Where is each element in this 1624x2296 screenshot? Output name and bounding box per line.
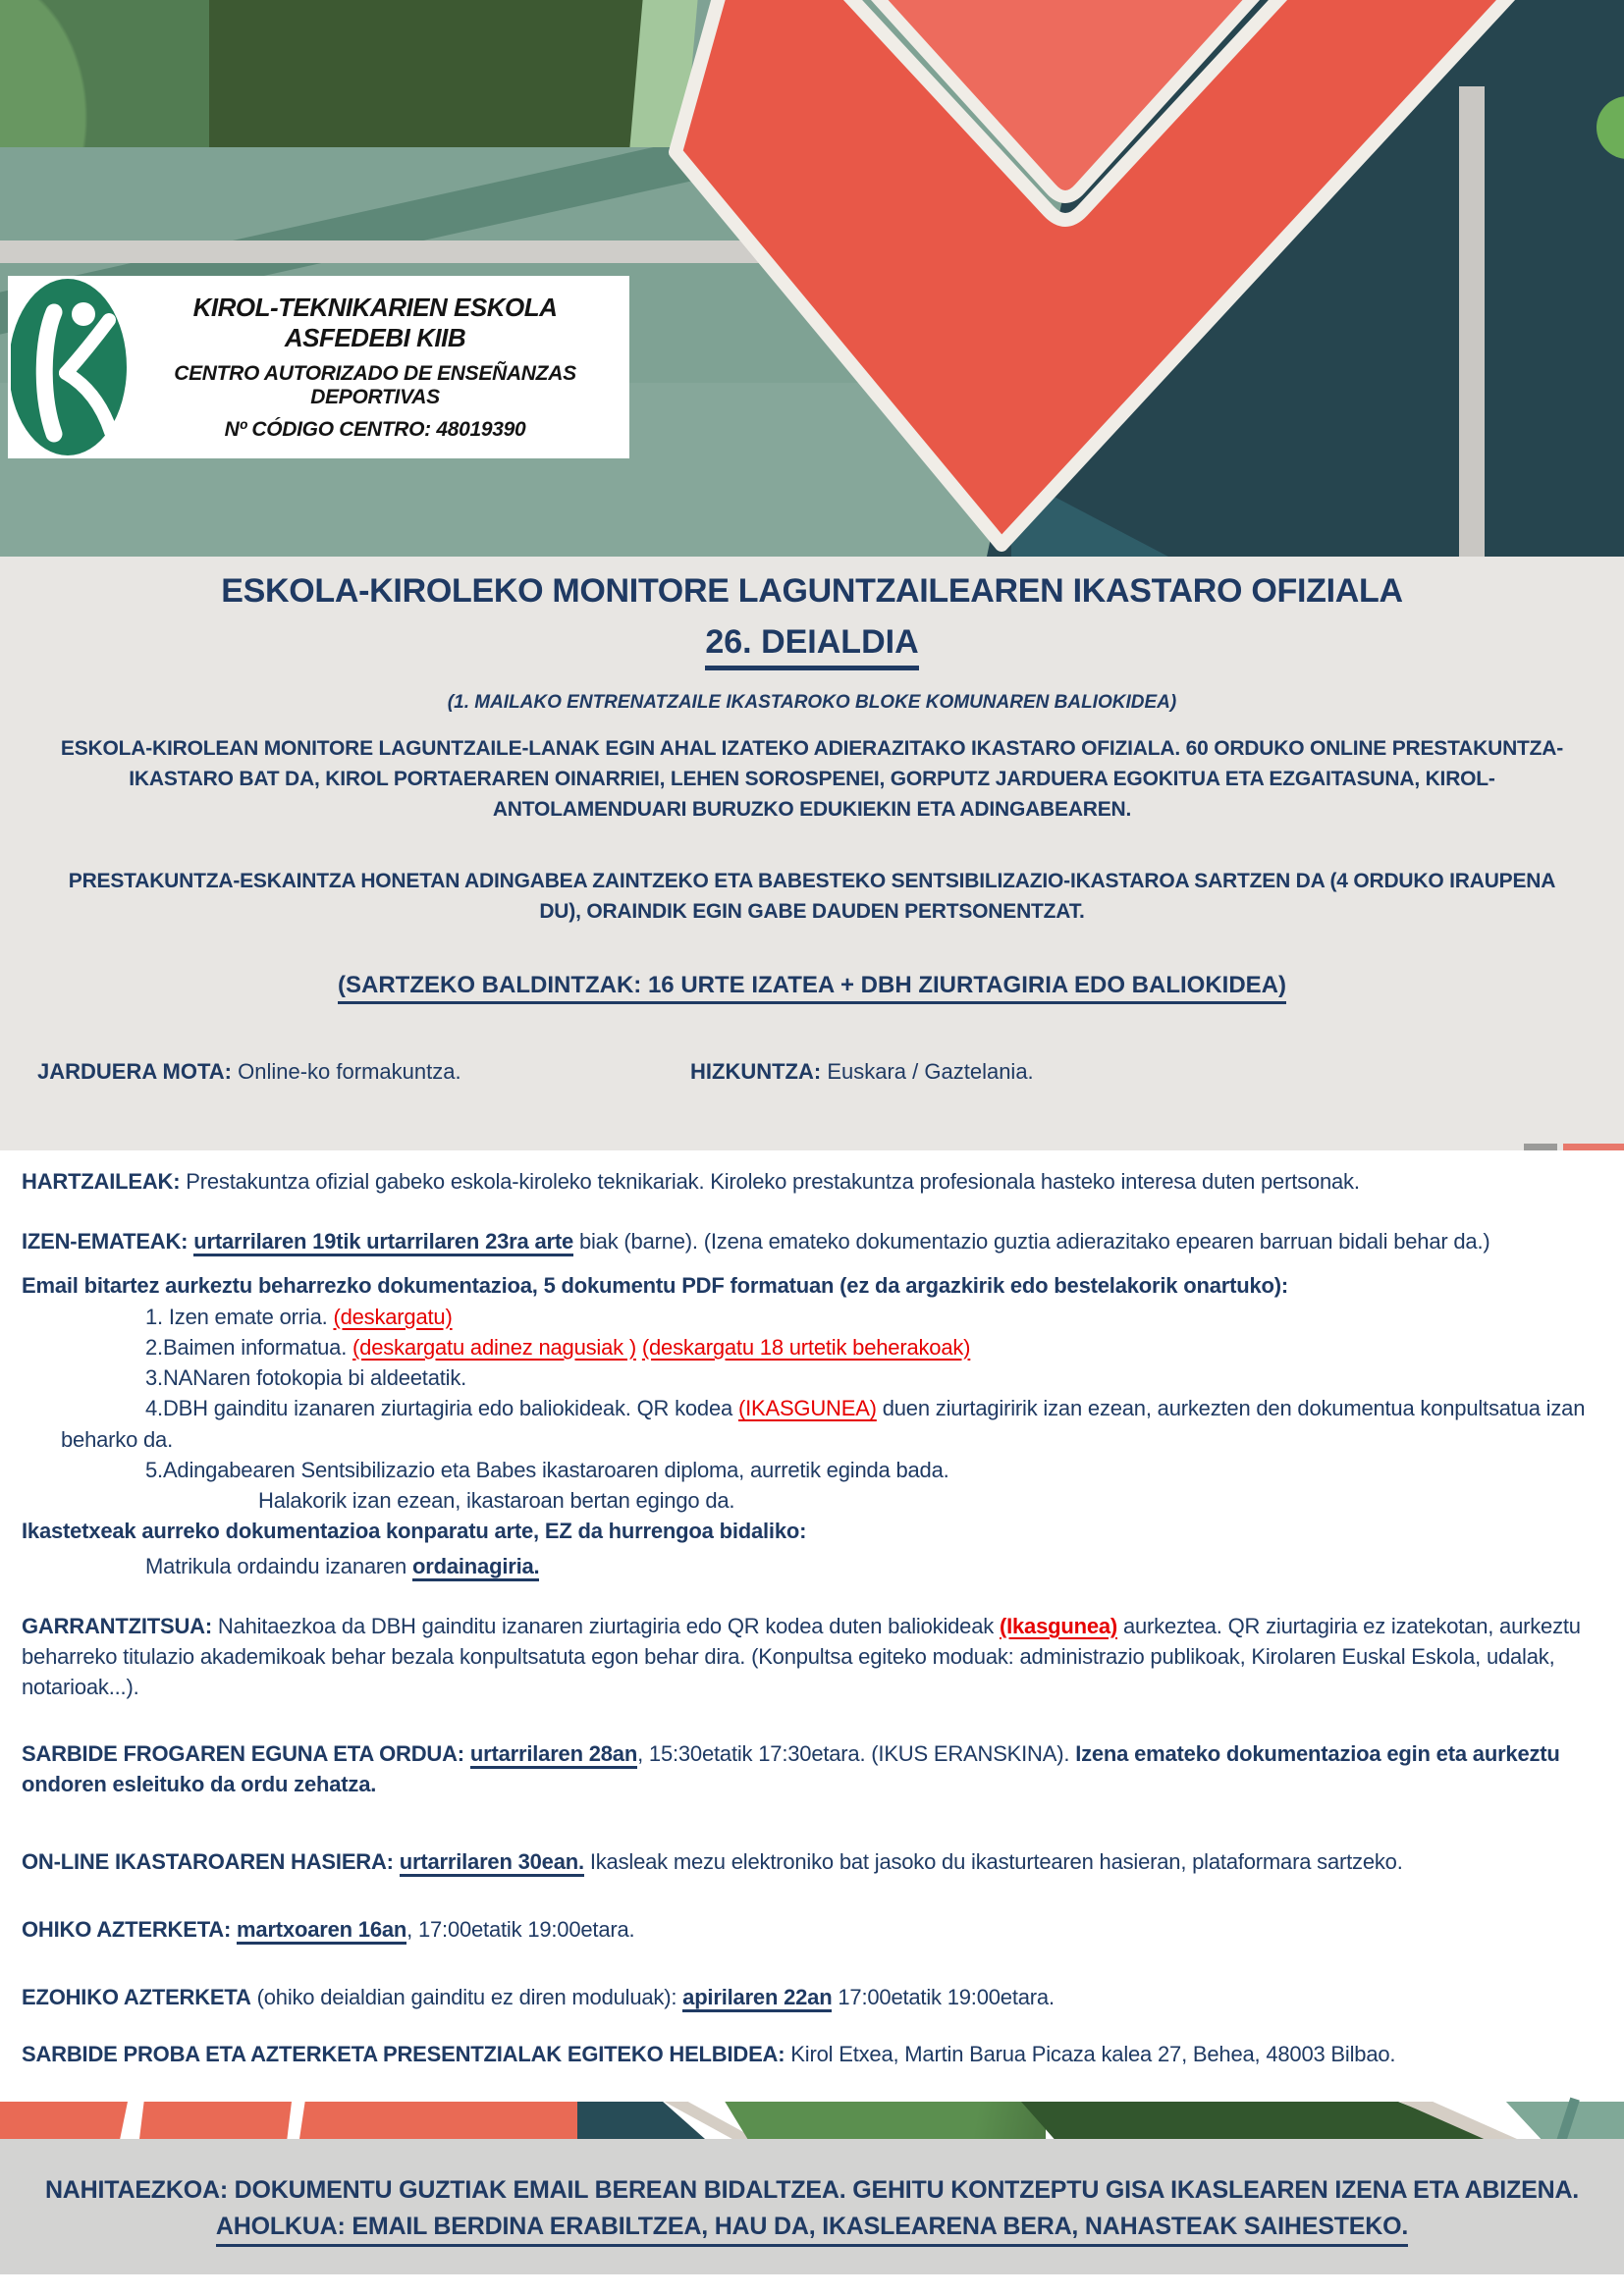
ikasgunea-link-2[interactable]: (Ikasgunea) [999, 1613, 1118, 1638]
page-title-edition: 26. DEIALDIA [705, 623, 918, 670]
school-logo-box [8, 276, 629, 458]
ordinary-exam-label: OHIKO AZTERKETA: [22, 1917, 232, 1943]
online-start-paragraph [22, 1846, 1602, 1877]
payment-receipt-line [22, 1551, 1602, 1581]
address-paragraph [22, 2039, 1602, 2069]
strip-salmon-3 [299, 2102, 577, 2139]
doc-item-1-text: 1. Izen emate orria. [145, 1304, 328, 1329]
doc-item-5: 5.Adingabearen Sentsibilizazio eta Babes ikastaroaren diploma, aurretik eginda bada. [145, 1457, 949, 1482]
ordinary-exam-paragraph [22, 1914, 1602, 1945]
logo-text-block [131, 293, 629, 442]
important-pre: Nahitaezkoa da DBH gainditu izanaren ziurtagiria edo QR kodea duten baliokideak [217, 1613, 995, 1638]
doc-item-4-post: duen ziurtagiririk izan ezean, aurkezten den dokumentua konpultsatua izan beharko da. [61, 1396, 1586, 1452]
intro-paragraph-1: ESKOLA-KIROLEAN MONITORE LAGUNTZAILE-LANAK EGIN AHAL IZATEKO ADIERAZITAKO IKASTARO OFIZIALA. 60 ORDUKO ONLINE PRESTAKUNTZA-IKASTARO BAT DA, KIROL PORTAERAREN OINARRIEI, LEHEN SOROSPENEI, GORPUTZ JARDUERA EGOKITUA ETA EZGAITASUNA, KIROL-ANTOLAMENDUARI BURUZKO EDUKIEKIN ETA ADINGABEAREN. [60, 737, 1564, 821]
activity-type-value: Online-ko formakuntza. [238, 1059, 461, 1084]
access-test-paragraph [22, 1738, 1602, 1799]
registration-label: IZEN-EMATEAK: [22, 1229, 189, 1255]
ordinary-exam-text: , 17:00etatik 19:00etara. [406, 1917, 635, 1943]
important-label: GARRANTZITSUA: [22, 1613, 212, 1638]
extraordinary-exam-paragraph [22, 1982, 1602, 2012]
doc-item-2-text: 2.Baimen informatua. [145, 1334, 348, 1360]
logo-k-person-icon [11, 279, 131, 455]
ordinary-exam-date: martxoaren 16an [237, 1917, 406, 1945]
download-link-consent-adults[interactable]: (deskargatu adinez nagusiak ) [352, 1334, 636, 1360]
logo-center-type: CENTRO AUTORIZADO DE ENSEÑANZAS DEPORTIVAS [174, 362, 576, 408]
top-banner-collage [0, 0, 1624, 557]
entry-requirements: (SARTZEKO BALDINTZAK: 16 URTE IZATEA + DBH ZIURTAGIRIA EDO BALIOKIDEA) [338, 972, 1286, 1004]
doc-item-5-note: Halakorik izan ezean, ikastaroan bertan egingo da. [258, 1488, 735, 1514]
body-section [0, 1150, 1624, 2069]
ikasgunea-link[interactable]: (IKASGUNEA) [737, 1396, 877, 1421]
payment-receipt-word: ordainagiria. [412, 1554, 539, 1581]
gray-dash [1524, 1144, 1557, 1150]
intro-paragraph-2: PRESTAKUNTZA-ESKAINTZA HONETAN ADINGABEA ZAINTZEKO ETA BABESTEKO SENTSIBILIZAZIO-IKASTAROA SARTZEN DA (4 ORDUKO IRAUPENA DU), ORAINDIK EGIN GABE DAUDEN PERTSONENTZAT. [68, 870, 1556, 923]
page-title: ESKOLA-KIROLEKO MONITORE LAGUNTZAILEAREN IKASTARO OFIZIALA [221, 572, 1403, 610]
extraordinary-exam-date: apirilaren 22an [682, 1985, 832, 2012]
hold-warning: Ikastetxeak aurreko dokumentazioa konparatu arte, EZ da hurrengoa bidaliko: [22, 1519, 807, 1544]
access-test-bold: Izena emateko dokumentazioa egin eta aurkeztu ondoren esleituko da ordu zehatza. [22, 1740, 1560, 1796]
footer-mandatory-line: NAHITAEZKOA: DOKUMENTU GUZTIAK EMAIL BEREAN BIDALTZEA. GEHITU KONTZEPTU GISA IKASLEAREN IZENA ETA ABIZENA. [44, 2176, 1580, 2204]
language-value: Euskara / Gaztelania. [827, 1059, 1034, 1084]
extraordinary-exam-mid: (ohiko deialdian gainditu ez diren moduluak): [256, 1985, 677, 2010]
language-label: HIZKUNTZA: [690, 1059, 822, 1084]
strip-salmon-2 [139, 2102, 292, 2139]
red-dash [1563, 1144, 1624, 1150]
language [690, 1059, 1034, 1085]
doc-item-2 [22, 1332, 1602, 1362]
logo-school-name: KIROL-TEKNIKARIEN ESKOLA ASFEDEBI KIIB [192, 293, 558, 352]
access-test-date: urtarrilaren 28an [470, 1741, 637, 1769]
doc-item-4 [22, 1393, 1602, 1454]
important-paragraph [22, 1611, 1602, 1703]
corner-decoration [1524, 1144, 1624, 1150]
doc-item-3: 3.NANaren fotokopia bi aldeetatik. [145, 1365, 467, 1391]
registration-paragraph [22, 1226, 1602, 1256]
address-label: SARBIDE PROBA ETA AZTERKETA PRESENTZIALAK EGITEKO HELBIDEA: [22, 2041, 785, 2066]
extraordinary-exam-text: 17:00etatik 19:00etara. [838, 1985, 1055, 2010]
online-start-label: ON-LINE IKASTAROAREN HASIERA: [22, 1848, 394, 1874]
address-text: Kirol Etxea, Martin Barua Picaza kalea 27, Behea, 48003 Bilbao. [790, 2041, 1396, 2066]
doc-item-1 [22, 1302, 1602, 1332]
registration-text: biak (barne). (Izena emateko dokumentazio guztia adierazitako epearen barruan bidali behar da.) [578, 1229, 1490, 1255]
footer-advice-line: AHOLKUA: EMAIL BERDINA ERABILTZEA, HAU DA, IKASLEARENA BERA, NAHASTEAK SAIHESTEKO. [216, 2213, 1408, 2247]
footer-collage-strip [0, 2102, 1624, 2139]
registration-dates: urtarrilaren 19tik urtarrilaren 23ra arte [193, 1229, 573, 1256]
online-start-text: Ikasleak mezu elektroniko bat jasoko du ikasturtearen hasieran, plataformara sartzeko. [589, 1848, 1403, 1874]
strip-green [722, 2102, 1046, 2139]
extraordinary-exam-label: EZOHIKO AZTERKETA [22, 1985, 251, 2010]
important-post: aurkeztea. QR ziurtagiria ez izatekotan, aurkeztu beharreko titulazio akademikoak behar bezala konpultsatuta egon behar dira. (Konpultsa egiteko moduak: administrazio publikoak, Kirolaren Euskal Eskola, udalak, notarioak...). [22, 1613, 1581, 1700]
email-documents-heading: Email bitartez aurkeztu beharrezko dokumentazioa, 5 dokumentu PDF formatuan (ez da argazkirik edo bestelakorik onartuko): [22, 1273, 1288, 1299]
activity-language-row [0, 1059, 1624, 1085]
access-test-text: , 15:30etatik 17:30etara. (IKUS ERANSKINA). [637, 1740, 1070, 1766]
strip-salmon-1 [0, 2102, 128, 2139]
logo-center-code: Nº CÓDIGO CENTRO: 48019390 [224, 418, 526, 441]
download-link-consent-minors[interactable]: (deskargatu 18 urtetik beherakoak) [641, 1334, 971, 1360]
activity-type [37, 1059, 690, 1085]
doc-item-4-pre: 4.DBH gainditu izanaren ziurtagiria edo baliokideak. QR kodea [145, 1396, 733, 1421]
payment-receipt-pre: Matrikula ordaindu izanaren [145, 1553, 407, 1578]
activity-type-label: JARDUERA MOTA: [37, 1059, 232, 1084]
header-section [0, 557, 1624, 1150]
download-link-registration-form[interactable]: (deskargatu) [333, 1304, 453, 1329]
page-subtitle: (1. MAILAKO ENTRENATZAILE IKASTAROKO BLOKE KOMUNAREN BALIOKIDEA) [447, 692, 1177, 713]
recipients-text: Prestakuntza ofizial gabeko eskola-kiroleko teknikariak. Kiroleko prestakuntza profesionala hasteko interesa duten pertsonak. [186, 1169, 1360, 1194]
access-test-label: SARBIDE FROGAREN EGUNA ETA ORDUA: [22, 1740, 464, 1766]
recipients-label: HARTZAILEAK: [22, 1169, 181, 1194]
online-start-date: urtarrilaren 30ean. [400, 1849, 584, 1877]
recipients-paragraph [22, 1166, 1602, 1197]
footer-notice-box [0, 2139, 1624, 2274]
